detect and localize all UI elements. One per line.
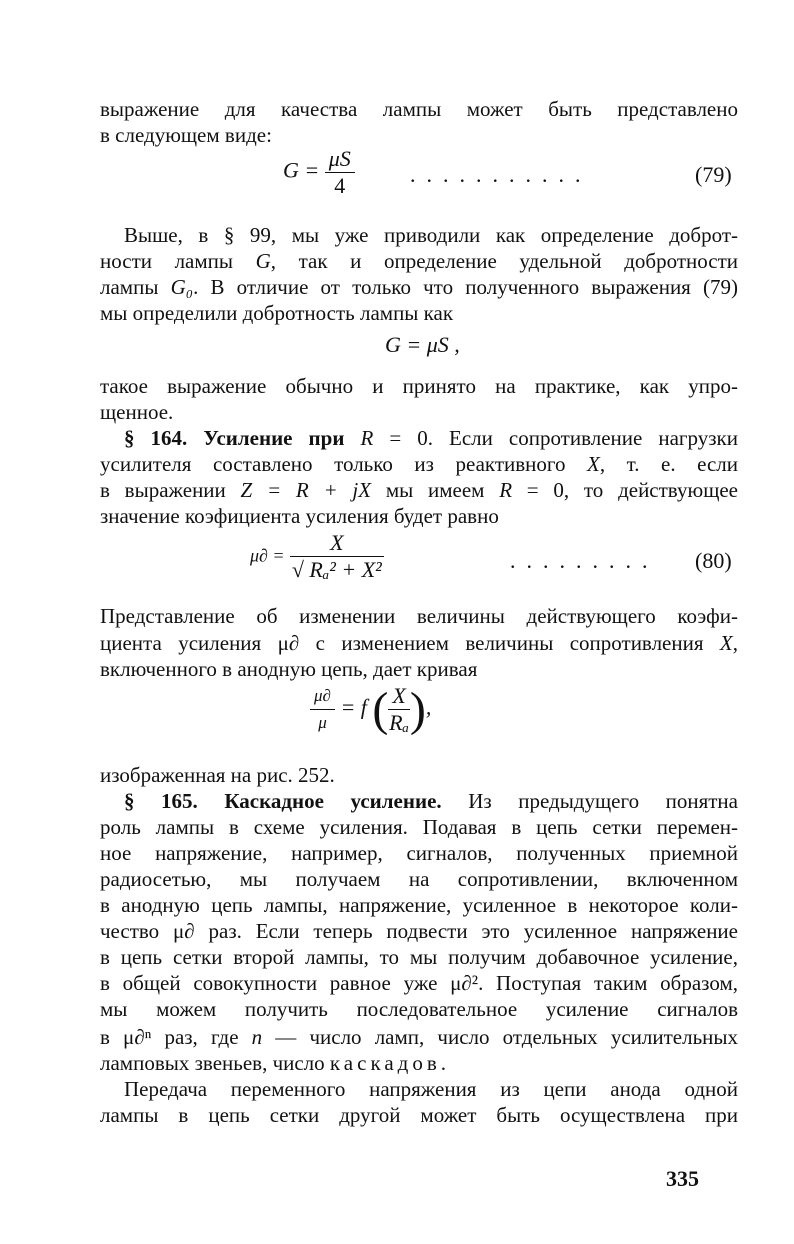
text-run: , так и определение удельной добротности <box>270 249 738 273</box>
text-line <box>100 1024 738 1050</box>
text-run: ное напряжение, например, сигналов, полученных приемной <box>100 841 738 865</box>
text-run: = 0. Если сопротивление нагрузки <box>373 426 738 450</box>
text-line <box>100 399 738 425</box>
equation-number: (79) <box>695 162 732 187</box>
text-run: усилителя составлено только из реактивного <box>100 452 588 476</box>
text-run: X <box>587 452 600 476</box>
text-run: R <box>360 426 374 450</box>
text-run: . В отличие от только что полученного выражения (79) <box>193 275 739 299</box>
eq-denominator: √ Rₐ² + X² <box>291 557 382 582</box>
text-line <box>100 892 738 918</box>
text-run: X <box>719 631 733 655</box>
text-line <box>100 656 738 682</box>
text-line <box>100 222 738 248</box>
text-line <box>100 274 738 300</box>
text-run: n <box>251 1025 263 1049</box>
equation-79 <box>283 146 355 199</box>
eq-lhs: μ∂ = <box>250 545 285 566</box>
equation-g-mu-s: G = μS , <box>385 332 460 357</box>
text-run: в следующем виде: <box>100 123 272 147</box>
leader-dots: ........... <box>410 162 592 187</box>
text-run: такое выражение обычно и принято на практике, как упро- <box>100 374 738 398</box>
text-run: чество μ∂ раз. Если теперь подвести это усиленное напряжение <box>100 919 738 943</box>
text-line <box>100 373 738 399</box>
text-run: Выше, в § 99, мы уже приводили как определение доброт- <box>124 223 738 247</box>
text-run: Из предыдущего понятна <box>441 789 738 813</box>
text-line <box>100 814 738 840</box>
text-line <box>100 866 738 892</box>
text-run: , т. е. если <box>599 452 738 476</box>
eq-inner-denominator: Rₐ <box>389 710 410 735</box>
text-run: Передача переменного напряжения из цепи анода одной <box>124 1077 738 1101</box>
eq-lhs: G = <box>283 157 320 183</box>
text-line <box>100 996 738 1022</box>
text-line <box>100 630 738 656</box>
text-run: радиосетью, мы получаем на сопротивлении, включенном <box>100 867 738 891</box>
text-run: . <box>440 1051 447 1075</box>
text-run: G <box>255 249 271 273</box>
text-line <box>100 1050 738 1076</box>
text-run: — число ламп, число отдельных усилительных <box>262 1025 738 1049</box>
page-number: 335 <box>666 1166 699 1191</box>
text-run: § 164. Усиление при <box>124 426 361 450</box>
eq-function: = f <box>340 694 367 720</box>
leader-dots: ......... <box>510 548 659 573</box>
text-line <box>100 762 738 788</box>
text-run: ности лампы <box>100 249 256 273</box>
equation-80 <box>250 530 384 583</box>
eq-denominator: μ <box>318 713 327 732</box>
text-line <box>100 944 738 970</box>
text-run: мы определили добротность лампы как <box>100 301 454 325</box>
eq-numerator: X <box>290 530 383 557</box>
text-run: ламповых звеньев, число <box>100 1051 330 1075</box>
text-run: в общей совокупности равное уже μ∂². Поступая таким образом, <box>100 971 738 995</box>
eq-inner-numerator: X <box>388 683 409 710</box>
text-run: каскадов <box>329 1051 441 1075</box>
text-run: = 0, то действующее <box>512 478 739 502</box>
equation-ratio: $\frac{\mu\partial}{\mu}$ = f ( $\frac{X}{\text{Rₐ}}$ ), <box>310 682 431 737</box>
text-line <box>100 503 738 529</box>
text-run: Представление об изменении величины действующего коэфи- <box>100 604 738 628</box>
text-run: выражение для качества лампы может быть представлено <box>100 97 738 121</box>
text-run: значение коэфициента усиления будет равно <box>100 504 499 528</box>
text-run: в цепь сетки второй лампы, то мы получим добавочное усиление, <box>100 945 738 969</box>
text-line <box>100 425 738 451</box>
text-line <box>100 1102 738 1128</box>
text-line <box>100 451 738 477</box>
equation-number: (80) <box>695 548 732 573</box>
text-run: в μ∂ⁿ раз, где <box>100 1025 252 1049</box>
text-run: щенное. <box>100 400 174 424</box>
text-line <box>100 96 738 122</box>
eq-numerator: μS <box>325 146 355 173</box>
text-line <box>100 1076 738 1102</box>
text-run: роль лампы в схеме усиления. Подавая в цепь сетки перемен- <box>100 815 738 839</box>
text-line <box>100 603 738 629</box>
text-run: лампы <box>100 275 171 299</box>
text-run: включенного в анодную цепь, дает кривая <box>100 657 478 681</box>
text-line <box>100 300 738 326</box>
text-run: изображенная на рис. 252. <box>100 763 335 787</box>
text-run: в анодную цепь лампы, напряжение, усиленное в некоторое коли- <box>100 893 738 917</box>
eq-numerator: μ∂ <box>310 683 335 710</box>
text-line <box>100 918 738 944</box>
text-run: мы имеем <box>371 478 500 502</box>
text-run: § 165. Каскадное усиление. <box>124 789 442 813</box>
eq-comma: , <box>425 694 432 720</box>
text-run: мы можем получить последовательное усиление сигналов <box>100 997 738 1021</box>
text-line <box>100 788 738 814</box>
text-line <box>100 477 738 503</box>
text-run: лампы в цепь сетки другой может быть осуществлена при <box>100 1103 738 1127</box>
text-run: , <box>732 631 738 655</box>
text-line <box>100 248 738 274</box>
text-line <box>100 970 738 996</box>
text-line <box>100 840 738 866</box>
text-run: G₀ <box>170 275 194 299</box>
text-run: R <box>499 478 513 502</box>
text-run: циента усиления μ∂ с изменением величины сопротивления <box>100 631 720 655</box>
text-run: Z = R + jX <box>240 478 372 502</box>
text-run: в выражении <box>100 478 241 502</box>
eq-denominator: 4 <box>334 173 346 198</box>
text-line <box>100 122 738 148</box>
